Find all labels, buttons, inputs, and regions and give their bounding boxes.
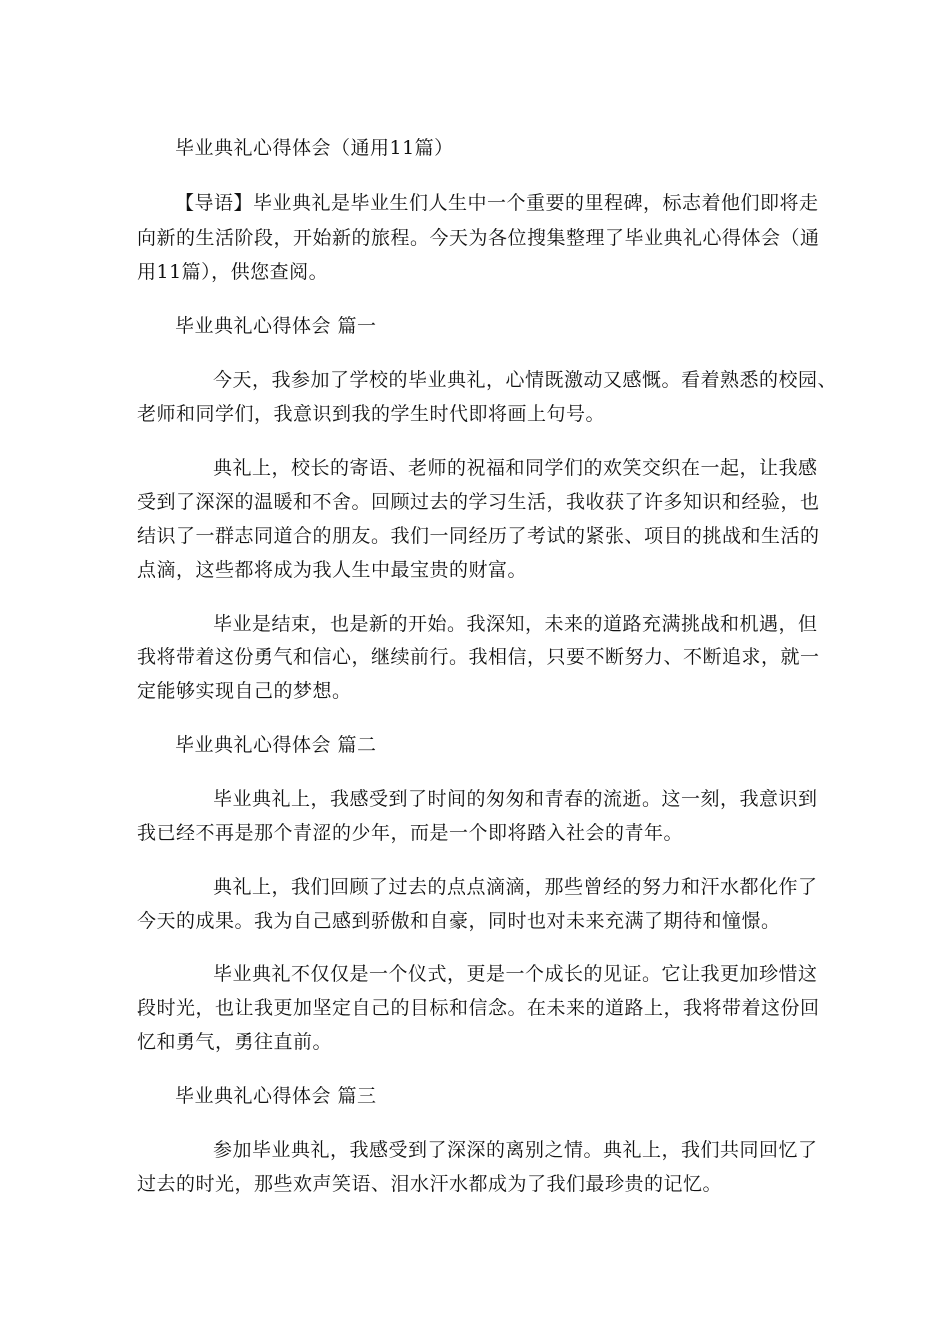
paragraph-line: 点滴，这些都将成为我人生中最宝贵的财富。 [137,559,528,581]
paragraph-line: 过去的时光，那些欢声笑语、泪水汗水都成为了我们最珍贵的记忆。 [137,1173,723,1195]
section-heading: 毕业典礼心得体会 篇一 [175,315,377,337]
document-title: 毕业典礼心得体会（通用11篇） [175,137,454,159]
paragraph-line: 定能够实现自己的梦想。 [137,680,352,702]
intro-line: 用11篇），供您查阅。 [137,261,329,283]
paragraph-line: 典礼上，我们回顾了过去的点点滴滴，那些曾经的努力和汗水都化作了 [213,876,818,898]
paragraph-line: 忆和勇气，勇往直前。 [137,1031,333,1053]
paragraph-line: 我已经不再是那个青涩的少年，而是一个即将踏入社会的青年。 [137,822,684,844]
paragraph-line: 老师和同学们，我意识到我的学生时代即将画上句号。 [137,403,606,425]
paragraph-line: 毕业是结束，也是新的开始。我深知，未来的道路充满挑战和机遇，但 [213,613,818,635]
paragraph-line: 我将带着这份勇气和信心，继续前行。我相信，只要不断努力、不断追求，就一 [137,646,820,668]
intro-line: 【导语】毕业典礼是毕业生们人生中一个重要的里程碑，标志着他们即将走 [175,192,819,214]
intro-line: 向新的生活阶段，开始新的旅程。今天为各位搜集整理了毕业典礼心得体会（通 [137,227,820,249]
paragraph-line: 参加毕业典礼，我感受到了深深的离别之情。典礼上，我们共同回忆了 [213,1139,818,1161]
paragraph-line: 受到了深深的温暖和不舍。回顾过去的学习生活，我收获了许多知识和经验，也 [137,491,820,513]
paragraph-line: 段时光，也让我更加坚定自己的目标和信念。在未来的道路上，我将带着这份回 [137,997,820,1019]
paragraph-line: 今天，我参加了学校的毕业典礼，心情既激动又感慨。看着熟悉的校园、 [213,369,838,391]
paragraph-line: 毕业典礼上，我感受到了时间的匆匆和青春的流逝。这一刻，我意识到 [213,788,818,810]
section-heading: 毕业典礼心得体会 篇三 [175,1085,377,1107]
paragraph-line: 今天的成果。我为自己感到骄傲和自豪，同时也对未来充满了期待和憧憬。 [137,910,781,932]
paragraph-line: 典礼上，校长的寄语、老师的祝福和同学们的欢笑交织在一起，让我感 [213,457,818,479]
paragraph-line: 毕业典礼不仅仅是一个仪式，更是一个成长的见证。它让我更加珍惜这 [213,963,818,985]
section-heading: 毕业典礼心得体会 篇二 [175,734,377,756]
paragraph-line: 结识了一群志同道合的朋友。我们一同经历了考试的紧张、项目的挑战和生活的 [137,525,820,547]
